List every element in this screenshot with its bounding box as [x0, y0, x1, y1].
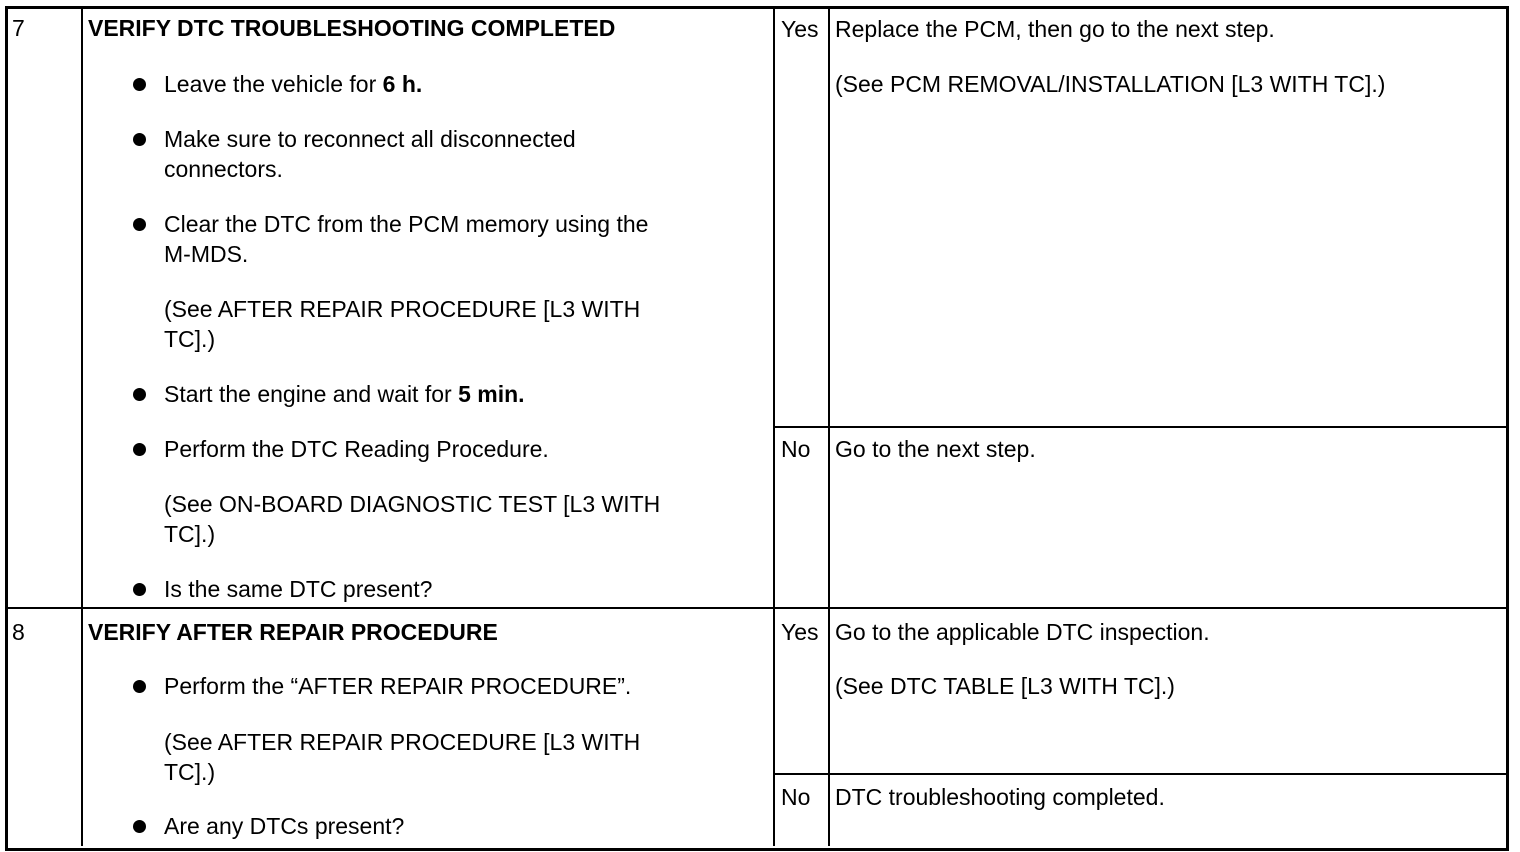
yes-no-divider — [773, 426, 1509, 428]
yes-reference: (See DTC TABLE [L3 WITH TC].) — [835, 673, 1175, 699]
step-number: 8 — [12, 619, 25, 645]
no-label: No — [781, 784, 811, 810]
list-item-continued: M-MDS. — [164, 241, 249, 267]
list-item: Start the engine and wait for 5 min. — [164, 381, 525, 407]
reference-note: (See AFTER REPAIR PROCEDURE [L3 WITH — [164, 296, 641, 322]
reference-note-continued: TC].) — [164, 521, 216, 547]
step-title: VERIFY DTC TROUBLESHOOTING COMPLETED — [88, 15, 616, 41]
list-item-continued: connectors. — [164, 156, 283, 182]
list-item: Perform the “AFTER REPAIR PROCEDURE”. — [164, 673, 632, 699]
bullet-icon — [133, 133, 146, 146]
yes-no-divider — [773, 773, 1509, 775]
list-item: Perform the DTC Reading Procedure. — [164, 436, 549, 462]
yes-label: Yes — [781, 16, 819, 42]
reference-note-continued: TC].) — [164, 326, 216, 352]
yes-action: Go to the applicable DTC inspection. — [835, 619, 1210, 645]
bullet-icon — [133, 820, 146, 833]
no-action: Go to the next step. — [835, 436, 1036, 462]
yes-reference: (See PCM REMOVAL/INSTALLATION [L3 WITH TC].) — [835, 71, 1386, 97]
list-item: Clear the DTC from the PCM memory using the — [164, 211, 649, 237]
reference-note: (See ON-BOARD DIAGNOSTIC TEST [L3 WITH — [164, 491, 661, 517]
bullet-icon — [133, 218, 146, 231]
reference-note: (See AFTER REPAIR PROCEDURE [L3 WITH — [164, 729, 641, 755]
bullet-icon — [133, 680, 146, 693]
bullet-icon — [133, 583, 146, 596]
list-item: Is the same DTC present? — [164, 576, 433, 602]
list-item: Leave the vehicle for 6 h. — [164, 71, 423, 97]
bullet-icon — [133, 443, 146, 456]
column-divider — [81, 8, 83, 846]
no-action: DTC troubleshooting completed. — [835, 784, 1165, 810]
bullet-icon — [133, 78, 146, 91]
yes-action: Replace the PCM, then go to the next step. — [835, 16, 1275, 42]
bullet-icon — [133, 388, 146, 401]
yes-label: Yes — [781, 619, 819, 645]
list-item: Make sure to reconnect all disconnected — [164, 126, 576, 152]
row-divider — [5, 607, 1509, 609]
reference-note-continued: TC].) — [164, 759, 216, 785]
list-item: Are any DTCs present? — [164, 813, 405, 839]
step-number: 7 — [12, 15, 25, 41]
step-title: VERIFY AFTER REPAIR PROCEDURE — [88, 619, 498, 645]
no-label: No — [781, 436, 811, 462]
